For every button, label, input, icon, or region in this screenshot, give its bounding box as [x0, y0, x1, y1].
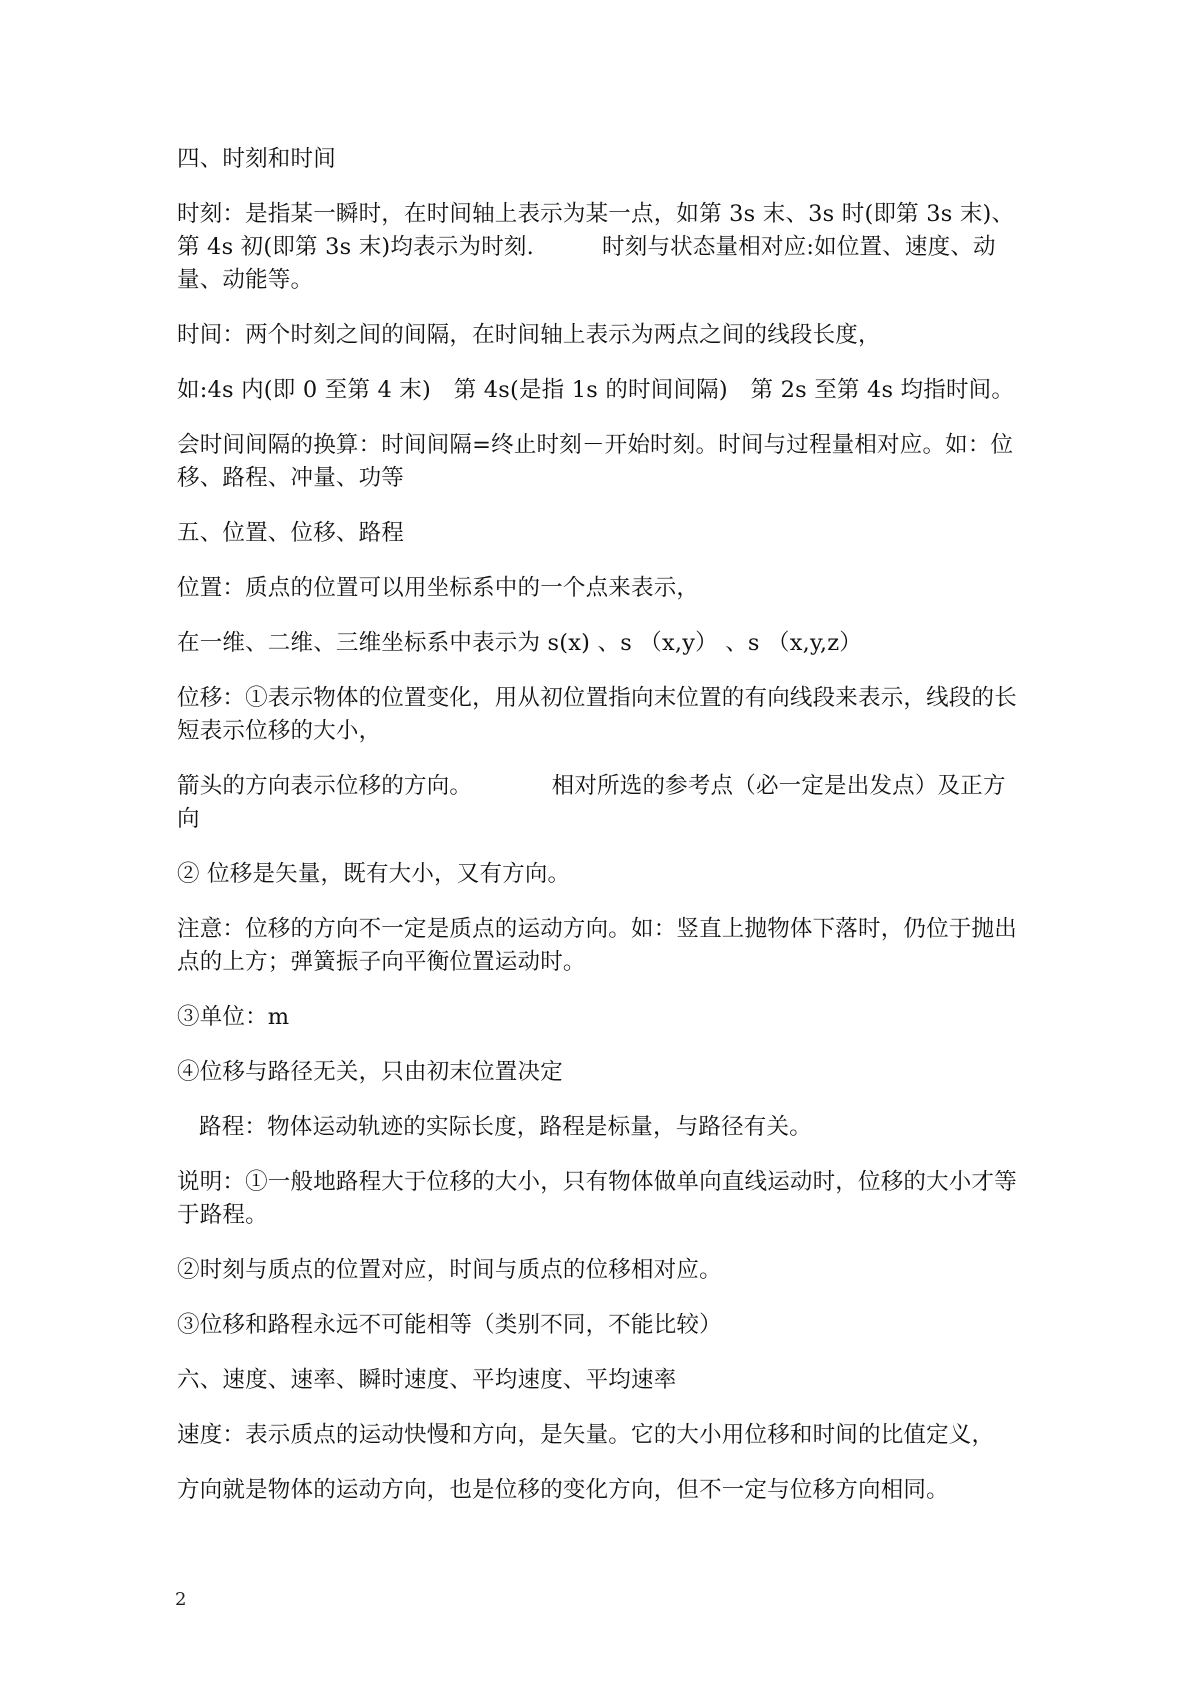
paragraph-displacement-path: ④位移与路径无关，只由初末位置决定	[177, 1059, 563, 1085]
paragraph-moment-definition: 时刻：是指某一瞬时，在时间轴上表示为某一点，如第 3s 末、3s 时(即第 3s 末)、第 4s 初(即第 3s 末)均表示为时刻. 时刻与状态量相对应:如位置、速度、动量、动能等。	[177, 201, 1015, 293]
paragraph-coordinate-systems: 在一维、二维、三维坐标系中表示为 s(x) 、s （x,y） 、s （x,y,z）	[177, 630, 862, 656]
paragraph-displacement-vector: ② 位移是矢量，既有大小，又有方向。	[177, 861, 571, 887]
paragraph-interval-conversion: 会时间间隔的换算：时间间隔=终止时刻－开始时刻。时间与过程量相对应。如：位移、路程、冲量、功等	[177, 432, 1014, 491]
paragraph-moment-position: ②时刻与质点的位置对应，时间与质点的位移相对应。	[177, 1257, 722, 1283]
paragraph-displacement-note: 注意：位移的方向不一定是质点的运动方向。如：竖直上抛物体下落时，仍位于抛出点的上方；弹簧振子向平衡位置运动时。	[177, 916, 1017, 975]
paragraph-displacement-distance: ③位移和路程永远不可能相等（类别不同，不能比较）	[177, 1312, 722, 1338]
paragraph-velocity-direction: 方向就是物体的运动方向，也是位移的变化方向，但不一定与位移方向相同。	[177, 1477, 949, 1503]
paragraph-displacement-direction: 箭头的方向表示位移的方向。 相对所选的参考点（必一定是出发点）及正方向	[177, 773, 1006, 832]
page-number: 2	[175, 1589, 187, 1610]
paragraph-displacement-definition: 位移：①表示物体的位置变化，用从初位置指向末位置的有向线段来表示，线段的长短表示位移的大小，	[177, 685, 1017, 744]
paragraph-displacement-unit: ③单位：m	[177, 1004, 290, 1030]
document-body	[177, 143, 1027, 1507]
paragraph-time-examples: 如:4s 内(即 0 至第 4 末) 第 4s(是指 1s 的时间间隔) 第 2s 至第 4s 均指时间。	[177, 377, 1015, 403]
section-heading-time: 四、时刻和时间	[177, 146, 336, 172]
paragraph-path-length: 路程：物体运动轨迹的实际长度，路程是标量，与路径有关。	[199, 1114, 812, 1140]
section-heading-velocity: 六、速度、速率、瞬时速度、平均速度、平均速率	[177, 1367, 677, 1393]
paragraph-position-definition: 位置：质点的位置可以用坐标系中的一个点来表示，	[177, 575, 700, 601]
paragraph-velocity-definition: 速度：表示质点的运动快慢和方向，是矢量。它的大小用位移和时间的比值定义，	[177, 1422, 995, 1448]
paragraph-explanation: 说明：①一般地路程大于位移的大小，只有物体做单向直线运动时，位移的大小才等于路程。	[177, 1169, 1017, 1228]
section-heading-position: 五、位置、位移、路程	[177, 520, 405, 546]
paragraph-time-definition: 时间：两个时刻之间的间隔，在时间轴上表示为两点之间的线段长度，	[177, 322, 881, 348]
